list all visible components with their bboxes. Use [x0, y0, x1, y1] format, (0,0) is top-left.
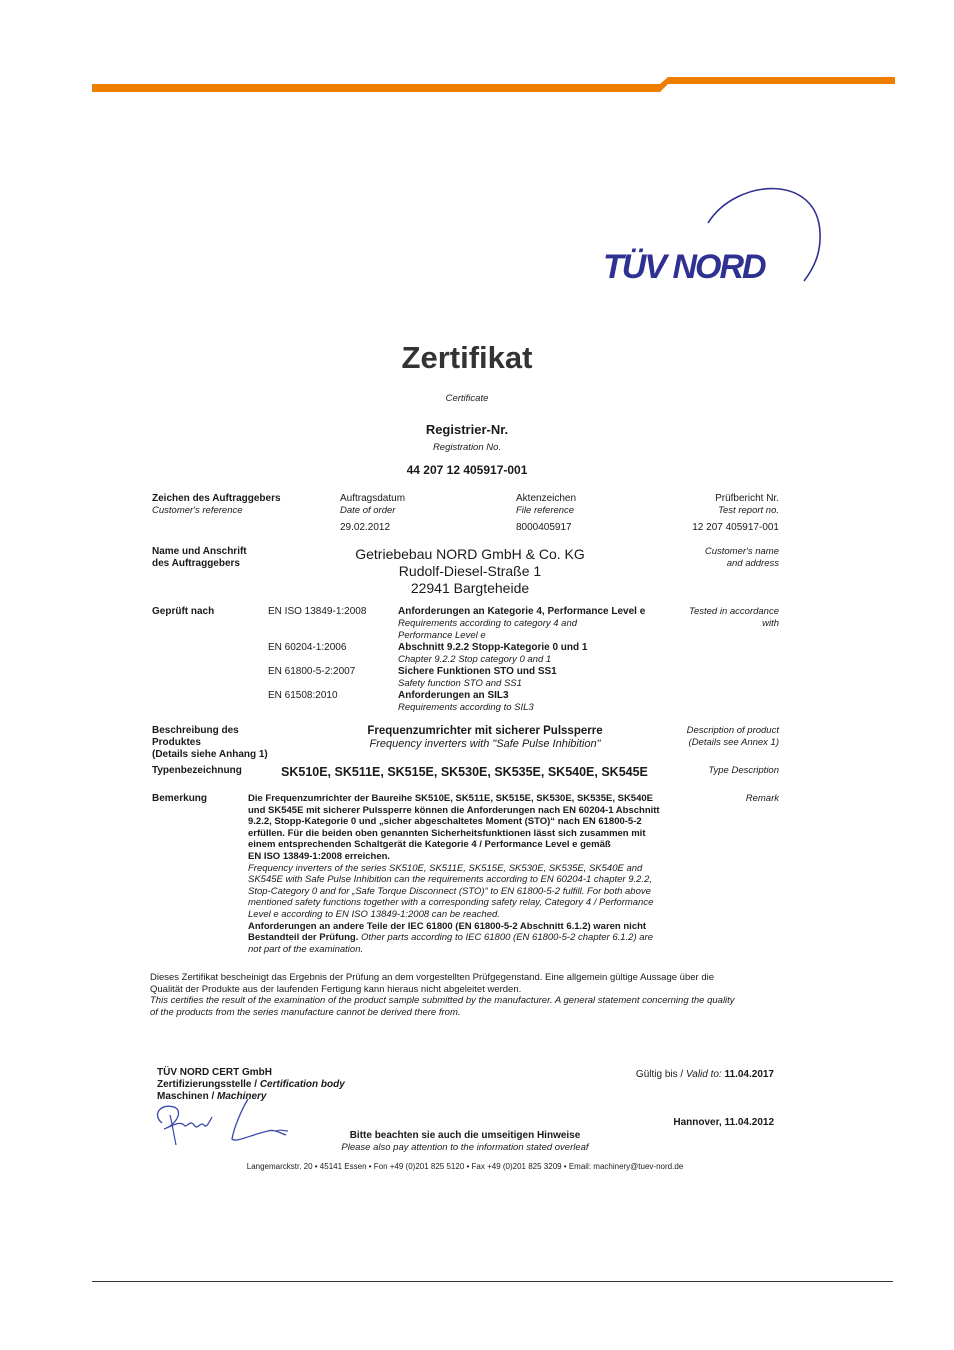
- issuer-body-de: Zertifizierungsstelle /: [157, 1079, 260, 1090]
- standard-requirement-en: Requirements according to SIL3: [398, 702, 534, 713]
- remark-line-de: einem entsprechenden Schaltgerät die Kategorie 4 / Performance Level e gemäß: [248, 839, 611, 851]
- remark-italic-part: Other parts according to IEC 61800 (EN 61800-5-2 chapter 6.1.2) are: [358, 932, 653, 944]
- customer-name: Getriebebau NORD GmbH & Co. KG: [355, 546, 585, 562]
- valid-date: 11.04.2017: [724, 1069, 774, 1080]
- remark-text: [248, 793, 688, 955]
- remark-line-en: not part of the examination.: [248, 943, 364, 955]
- standard-requirement: Abschnitt 9.2.2 Stopp-Kategorie 0 und 1: [398, 642, 588, 653]
- remark-line-en: mentioned safety functions together with a corresponding safety relay, Category 4 / Performance: [248, 897, 654, 909]
- issuer-body-en: Certification body: [259, 1079, 345, 1090]
- page-title: Zertifikat: [401, 340, 533, 375]
- order-date-label: Auftragsdatum: [340, 493, 406, 504]
- standard-requirement: Sichere Funktionen STO und SS1: [398, 666, 557, 677]
- standard-code: EN 61800-5-2:2007: [268, 666, 356, 677]
- remark-line-de: Die Frequenzumrichter der Baureihe SK510E, SK511E, SK515E, SK530E, SK535E, SK540E: [248, 793, 653, 804]
- certificate-statement: [150, 972, 790, 1018]
- product-description: Frequenzumrichter mit sicherer Pulssperre: [367, 725, 603, 737]
- product-description-en: Frequency inverters with "Safe Pulse Inhibition": [369, 738, 601, 750]
- valid-label-de: Gültig bis /: [635, 1069, 686, 1080]
- issuer-name: TÜV NORD CERT GmbH: [157, 1067, 272, 1078]
- registration-label: Registrier-Nr.: [425, 422, 509, 437]
- tested-label-en-2: with: [762, 618, 779, 629]
- issuer-dept-de: Maschinen /: [157, 1091, 218, 1102]
- tuev-nord-logo: TÜV NORD: [603, 248, 765, 286]
- remark-line-en: Level e according to EN ISO 13849-1:2008 can be reached.: [248, 908, 500, 920]
- customer-label: Name und Anschrift: [152, 546, 247, 557]
- remark-label: Bemerkung: [152, 793, 208, 804]
- type-label-en: Type Description: [708, 765, 779, 776]
- registration-label-en: Registration No.: [432, 442, 502, 453]
- overleaf-note-en: Please also pay attention to the information stated overleaf: [341, 1142, 589, 1153]
- type-label: Typenbezeichnung: [152, 765, 242, 776]
- customer-label-en-2: and address: [726, 558, 779, 569]
- product-label-en-2: (Details see Annex 1): [688, 737, 779, 748]
- order-date-label-en: Date of order: [340, 505, 396, 516]
- standard-requirement: Anforderungen an Kategorie 4, Performance Level e: [398, 606, 646, 617]
- customer-street: Rudolf-Diesel-Straße 1: [398, 563, 542, 579]
- remark-label-en: Remark: [745, 793, 779, 804]
- footer-rule: [92, 1281, 893, 1282]
- remark-bold-part: Bestandteil der Prüfung.: [248, 932, 359, 944]
- remark-line-mixed: [248, 932, 688, 944]
- remark-line-en: SK545E with Safe Pulse Inhibition can the requirements according to EN 60204-1 chapter 9.2.2,: [248, 874, 652, 886]
- standard-code: EN 60204-1:2006: [268, 642, 347, 653]
- product-label: Beschreibung des: [152, 725, 239, 736]
- type-value: SK510E, SK511E, SK515E, SK530E, SK535E, SK540E, SK545E: [281, 765, 648, 779]
- valid-label-en: Valid to:: [685, 1069, 725, 1080]
- standard-requirement-en: Safety function STO and SS1: [398, 678, 522, 689]
- statement-line-de: Qualität der Produkte aus der laufenden Fertigung kann hieraus nicht abgeleitet werden.: [150, 983, 522, 995]
- standard-requirement-en: Requirements according to category 4 and: [398, 618, 578, 629]
- statement-line-en: of the products from the series manufacture cannot be derived there from.: [150, 1006, 461, 1018]
- signature-image: [150, 1095, 300, 1155]
- issuer-dept-en: Machinery: [217, 1091, 267, 1102]
- overleaf-note: Bitte beachten sie auch die umseitigen Hinweise: [349, 1130, 581, 1141]
- customer-label-en: Customer's name: [704, 546, 779, 557]
- test-report-value: 12 207 405917-001: [692, 522, 779, 533]
- customer-label-2: des Auftraggebers: [152, 558, 240, 569]
- remark-line-en: Frequency inverters of the series SK510E, SK511E, SK515E, SK530E, SK535E, SK540E and: [248, 862, 643, 874]
- test-report-label: Prüfbericht Nr.: [715, 493, 779, 504]
- remark-line-de: 9.2.2, Stopp-Kategorie 0 und „sicher abgeschaltetes Moment (STO)“ nach EN 61800-5-2: [248, 816, 642, 828]
- remark-line-de: Anforderungen an andere Teile der IEC 61800 (EN 61800-5-2 Abschnitt 6.1.2) waren nicht: [248, 920, 647, 932]
- registration-number: 44 207 12 405917-001: [406, 463, 528, 477]
- file-ref-value: 8000405917: [516, 522, 572, 533]
- test-report-label-en: Test report no.: [718, 505, 779, 516]
- valid-until: [560, 1069, 774, 1081]
- page-subtitle: Certificate: [445, 393, 489, 404]
- tested-label: Geprüft nach: [152, 606, 215, 617]
- product-label-2: Produktes: [152, 737, 201, 748]
- customer-city: 22941 Bargteheide: [410, 580, 530, 596]
- standard-code: EN 61508:2010: [268, 690, 338, 701]
- customer-ref-label-en: Customer's reference: [152, 505, 243, 516]
- standard-requirement-en: Chapter 9.2.2 Stop category 0 and 1: [398, 654, 552, 665]
- address-line: Langemarckstr. 20 • 45141 Essen • Fon +49 (0)201 825 5120 • Fax +49 (0)201 825 3209 • Email: machinery@tuev-nord.de: [246, 1162, 684, 1171]
- statement-line-de: Dieses Zertifikat bescheinigt das Ergebnis der Prüfung an dem vorgestellten Prüfgegenstand. Eine allgemein gültige Aussage über die: [150, 972, 715, 983]
- file-ref-label-en: File reference: [516, 505, 575, 516]
- product-label-en: Description of product: [686, 725, 779, 736]
- place-date: Hannover, 11.04.2012: [673, 1117, 774, 1128]
- header-accent-bar: [0, 0, 954, 100]
- remark-line-en: Stop-Category 0 and for „Safe Torque Disconnect (STO)“ to EN 61800-5-2 fulfill. For both above: [248, 885, 651, 897]
- customer-ref-label: Zeichen des Auftraggebers: [152, 493, 281, 504]
- product-label-3: (Details siehe Anhang 1): [152, 749, 268, 760]
- standard-requirement-en-2: Performance Level e: [398, 630, 486, 641]
- file-ref-label: Aktenzeichen: [516, 493, 577, 504]
- standard-code: EN ISO 13849-1:2008: [268, 606, 367, 617]
- remark-line-de: und SK545E mit sicherer Pulssperre können die Anforderungen nach EN 60204-1 Abschnitt: [248, 804, 660, 816]
- remark-line-de: erfüllen. Für die beiden oben genannten Sicherheitsfunktionen lässt sich zusammen mit: [248, 827, 646, 839]
- order-date-value: 29.02.2012: [340, 522, 391, 533]
- statement-line-en: This certifies the result of the examination of the product sample submitted by the manufacturer. A general statement concerning the quality: [150, 995, 735, 1007]
- standard-requirement: Anforderungen an SIL3: [398, 690, 509, 701]
- remark-line-de: EN ISO 13849-1:2008 erreichen.: [248, 850, 391, 862]
- tested-label-en: Tested in accordance: [689, 606, 779, 617]
- issuer-body: [157, 1079, 345, 1091]
